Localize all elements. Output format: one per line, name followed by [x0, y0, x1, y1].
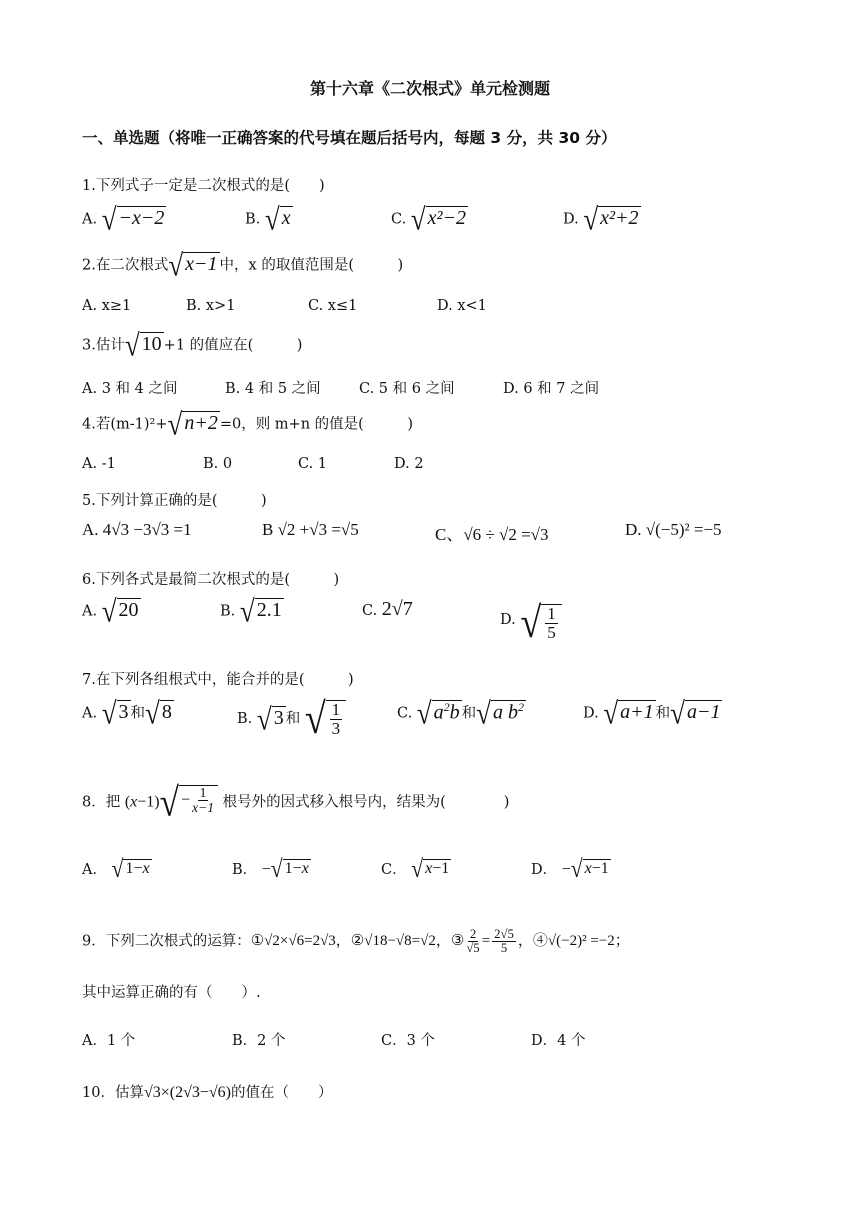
- q4-option-b: B. 0: [203, 456, 233, 472]
- question-1-stem: 1.下列式子一定是二次根式的是( ): [82, 178, 325, 194]
- q2-option-b: B. x>1: [186, 298, 236, 314]
- question-7-stem: 7.在下列各组根式中，能合并的是( ): [82, 672, 354, 688]
- q7-option-b: B. √ 3 和 √ $\frac{1}{3}$: [237, 700, 346, 738]
- question-4-stem: 4.若(m-1)²+ √ n+2 =0，则 m+n 的值是( ): [82, 406, 413, 442]
- q2-option-c: C. x≤1: [308, 298, 358, 314]
- question-9-line2: 其中运算正确的有（ ）.: [82, 985, 261, 1001]
- q9-option-c: C．3 个: [381, 1033, 435, 1049]
- q9-option-a: A．1 个: [82, 1033, 136, 1049]
- q2-option-d: D. x<1: [437, 298, 487, 314]
- q2-option-a: A. x≥1: [82, 298, 132, 314]
- q1-option-c: C. √ x²−2: [391, 201, 466, 237]
- question-3-stem: 3.估计 √ 10 +1 的值应在( ): [82, 327, 303, 363]
- q8-option-d: D． − √ x−1: [531, 855, 609, 883]
- q4-option-d: D. 2: [394, 456, 424, 472]
- q1-option-a: A. √ −x−2: [82, 201, 165, 237]
- q5-option-a: A. 4√3 −3√3 =1: [82, 520, 192, 539]
- q5-option-d: D. √(−5)² =−5: [625, 520, 722, 539]
- q4-option-a: A. -1: [82, 456, 116, 472]
- question-9-stem: 9．下列二次根式的运算：①√2×√6=2√3，②√18−√8=√2，③ $\frac{2}{√5}$ = $\frac{2√5}{5}$ ，④√(−2)² =−2；: [82, 927, 630, 956]
- q5-option-c: C、√6 ÷ √2 =√3: [435, 525, 549, 544]
- q6-option-c: C. 2√7: [362, 598, 413, 620]
- q8-option-b: B． − √ 1−x: [232, 855, 309, 883]
- q4-option-c: C. 1: [298, 456, 328, 472]
- section-heading: 一、单选题（将唯一正确答案的代号填在题后括号内，每题 3 分，共 30 分）: [82, 129, 617, 147]
- q6-option-d: D. √ $\frac{1}{5}$: [500, 598, 562, 642]
- q7-option-d: D. √ a+1 和 √ a−1: [583, 695, 721, 731]
- q3-option-a: A. 3 和 4 之间: [82, 381, 178, 397]
- q8-option-a: A． √ 1−x: [82, 855, 150, 883]
- q9-option-d: D．4 个: [531, 1033, 586, 1049]
- question-8-stem: 8．把 (x−1) √ − $\frac{1}{x-1}$ 根号外的因式移入根号内，结果为( ): [82, 780, 510, 825]
- question-6-stem: 6.下列各式是最简二次根式的是( ): [82, 572, 340, 588]
- question-5-stem: 5.下列计算正确的是( ): [82, 493, 267, 509]
- q3-option-c: C. 5 和 6 之间: [359, 381, 455, 397]
- q1-option-b: B. √ x: [245, 201, 291, 237]
- question-2-stem: 2.在二次根式 √ x−1 中，x 的取值范围是( ): [82, 247, 404, 283]
- q9-option-b: B．2 个: [232, 1033, 286, 1049]
- q6-option-b: B. √ 2.1: [220, 593, 282, 629]
- q7-option-c: C. √ $a^2b$ 和 √ a $b^2$: [397, 695, 524, 731]
- q3-option-d: D. 6 和 7 之间: [503, 381, 600, 397]
- q1-a-radical: √ −x−2: [101, 201, 165, 237]
- question-10-stem: 10．估算√3×(2√3−√6)的值在（ ）: [82, 1084, 333, 1101]
- q5-option-b: B √2 +√3 =√5: [262, 520, 359, 539]
- q3-option-b: B. 4 和 5 之间: [225, 381, 321, 397]
- q6-option-a: A. √ 20: [82, 593, 139, 629]
- q1-option-d: D. √ x²+2: [563, 201, 639, 237]
- page-title: 第十六章《二次根式》单元检测题: [309, 79, 550, 98]
- q7-option-a: A. √ 3 和 √ 8: [82, 695, 172, 731]
- q8-option-c: C． √ x−1: [381, 855, 450, 883]
